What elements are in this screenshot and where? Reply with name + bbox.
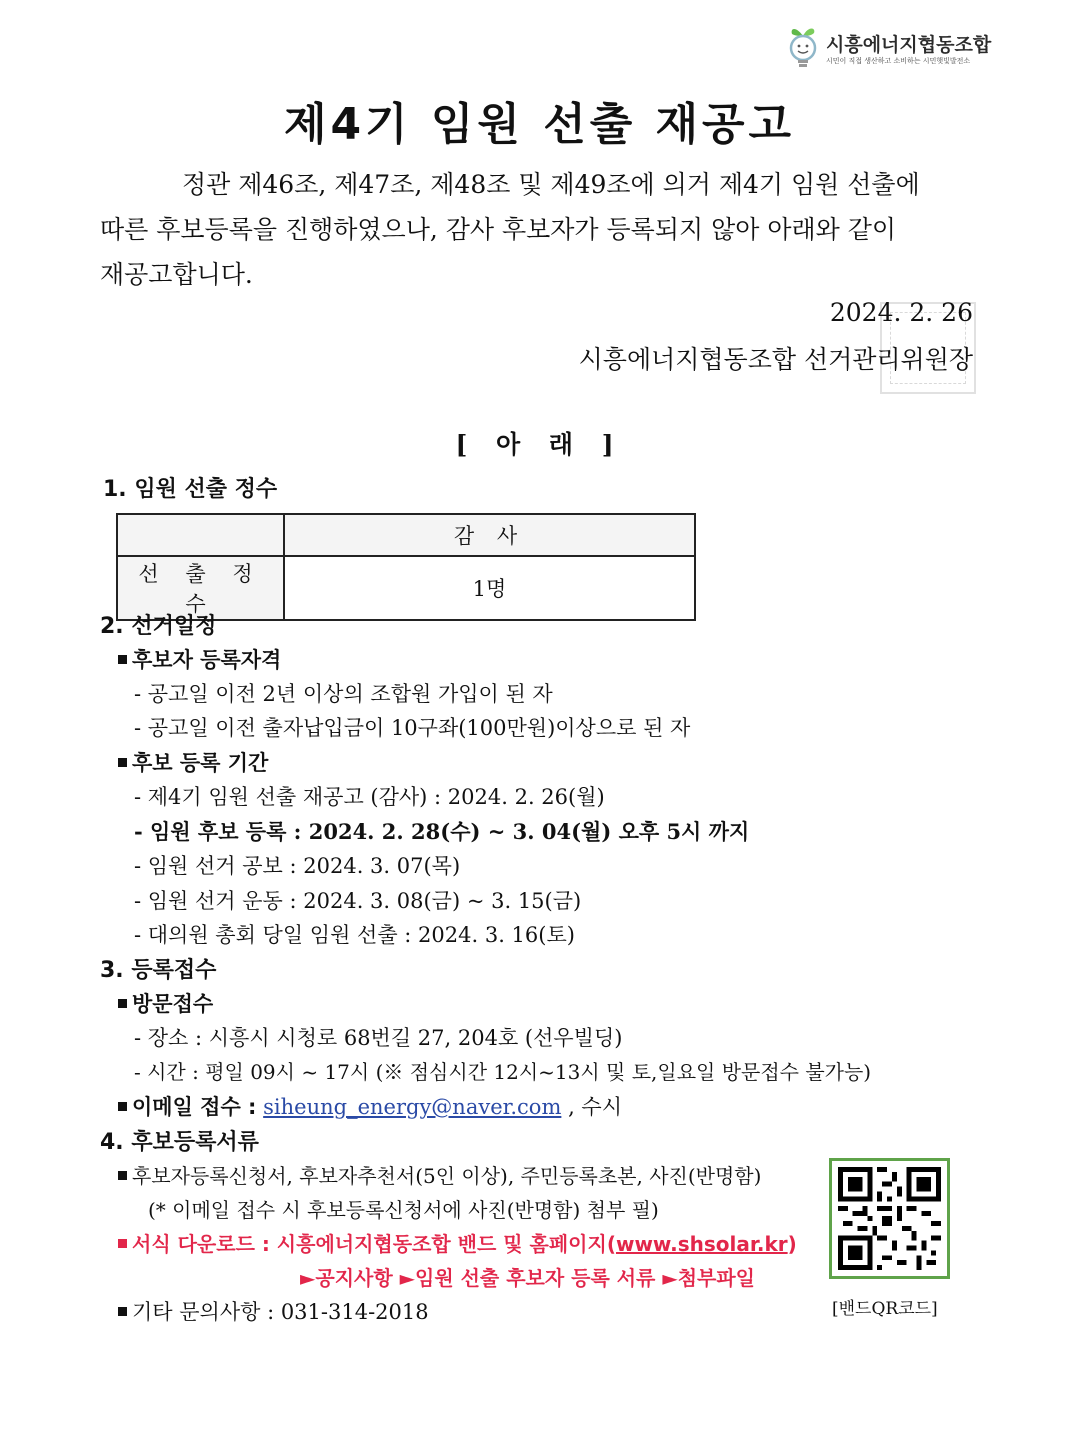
list-item: - 임원 선거 공보 : 2024. 3. 07(목) [134, 854, 461, 878]
email-row [118, 1091, 622, 1121]
list-item: - 공고일 이전 2년 이상의 조합원 가입이 된 자 [134, 682, 553, 706]
square-bullet-icon [118, 999, 127, 1008]
email-link[interactable]: siheung_energy@naver.com [263, 1095, 562, 1119]
section-2-heading: 2. 선거일정 [100, 614, 217, 639]
square-bullet-icon [118, 1102, 127, 1111]
docs-list: 후보자등록신청서, 후보자추천서(5인 이상), 주민등록초본, 사진(반명함) [118, 1160, 761, 1189]
list-item: - 공고일 이전 출자납입금이 10구좌(100만원)이상으로 된 자 [134, 716, 691, 740]
signer: 시흥에너지협동조합 선거관리위원장 [578, 345, 973, 374]
section-3-heading: 3. 등록접수 [100, 958, 217, 983]
homepage-link[interactable]: www.shsolar.kr [615, 1232, 788, 1256]
email-suffix: , 수시 [568, 1095, 622, 1119]
intro-line-2: 따른 후보등록을 진행하였으나, 감사 후보자가 등록되지 않아 아래와 같이 [100, 215, 897, 244]
intro-line-3: 재공고합니다. [100, 260, 253, 289]
section-4-heading: 4. 후보등록서류 [100, 1130, 259, 1155]
square-bullet-icon [118, 1307, 127, 1316]
section-1-heading: 1. 임원 선출 정수 [103, 477, 278, 502]
org-tagline: 시민이 직접 생산하고 소비하는 시민햇빛발전소 [826, 57, 971, 65]
table-row-label: 선 출 정 수 [117, 556, 284, 620]
table-corner-cell [117, 514, 284, 556]
qr-caption: [밴드QR코드] [832, 1299, 938, 1319]
org-logo [786, 22, 992, 74]
notice-date: 2024. 2. 26 [829, 298, 973, 327]
docs-note: (* 이메일 접수 시 후보등록신청서에 사진(반명함) 첨부 필) [148, 1198, 659, 1222]
list-item: - 제4기 임원 선출 재공고 (감사) : 2024. 2. 26(월) [134, 785, 605, 809]
email-label: 이메일 접수 : [132, 1095, 257, 1119]
election-count-table [116, 513, 696, 621]
list-item: - 장소 : 시흥시 시청로 68번길 27, 204호 (선우빌딩) [134, 1026, 623, 1050]
intro-paragraph [100, 162, 972, 297]
table-row-value: 1명 [284, 556, 695, 620]
list-item: - 시간 : 평일 09시 ~ 17시 (※ 점심시간 12시~13시 및 토,일요일 방문접수 불가능) [134, 1060, 872, 1084]
list-item: - 임원 선거 운동 : 2024. 3. 08(금) ~ 3. 15(금) [134, 889, 582, 913]
qr-code-icon [838, 1167, 941, 1270]
sprout-bulb-icon [786, 22, 820, 70]
below-heading: [ 아 래 ] [455, 430, 624, 459]
org-name: 시흥에너지협동조합 [826, 34, 992, 56]
download-row: 서식 다운로드 : 시흥에너지협동조합 밴드 및 홈페이지(www.shsolar.kr) [118, 1228, 797, 1257]
intro-line-1: 정관 제46조, 제47조, 제48조 및 제49조에 의거 제4기 임원 선출에 [182, 170, 920, 199]
period-title: 후보 등록 기간 [118, 747, 268, 777]
download-path: ►공지사항 ►임원 선출 후보자 등록 서류 ►첨부파일 [300, 1266, 755, 1290]
square-bullet-icon [118, 758, 127, 767]
visit-title: 방문접수 [118, 988, 213, 1018]
qualification-title: 후보자 등록자격 [118, 644, 281, 674]
table-header-auditor: 감 사 [284, 514, 695, 556]
page-title: 제4기 임원 선출 재공고 [283, 99, 796, 150]
list-item: - 임원 후보 등록 : 2024. 2. 28(수) ~ 3. 04(월) 오후 5시 까지 [134, 819, 750, 844]
list-item: - 대의원 총회 당일 임원 선출 : 2024. 3. 16(토) [134, 923, 575, 947]
square-bullet-icon [118, 655, 127, 664]
band-qr-code[interactable] [829, 1158, 950, 1279]
square-bullet-icon [118, 1171, 127, 1180]
square-bullet-icon [118, 1239, 127, 1248]
contact-row: 기타 문의사항 : 031-314-2018 [118, 1296, 429, 1326]
